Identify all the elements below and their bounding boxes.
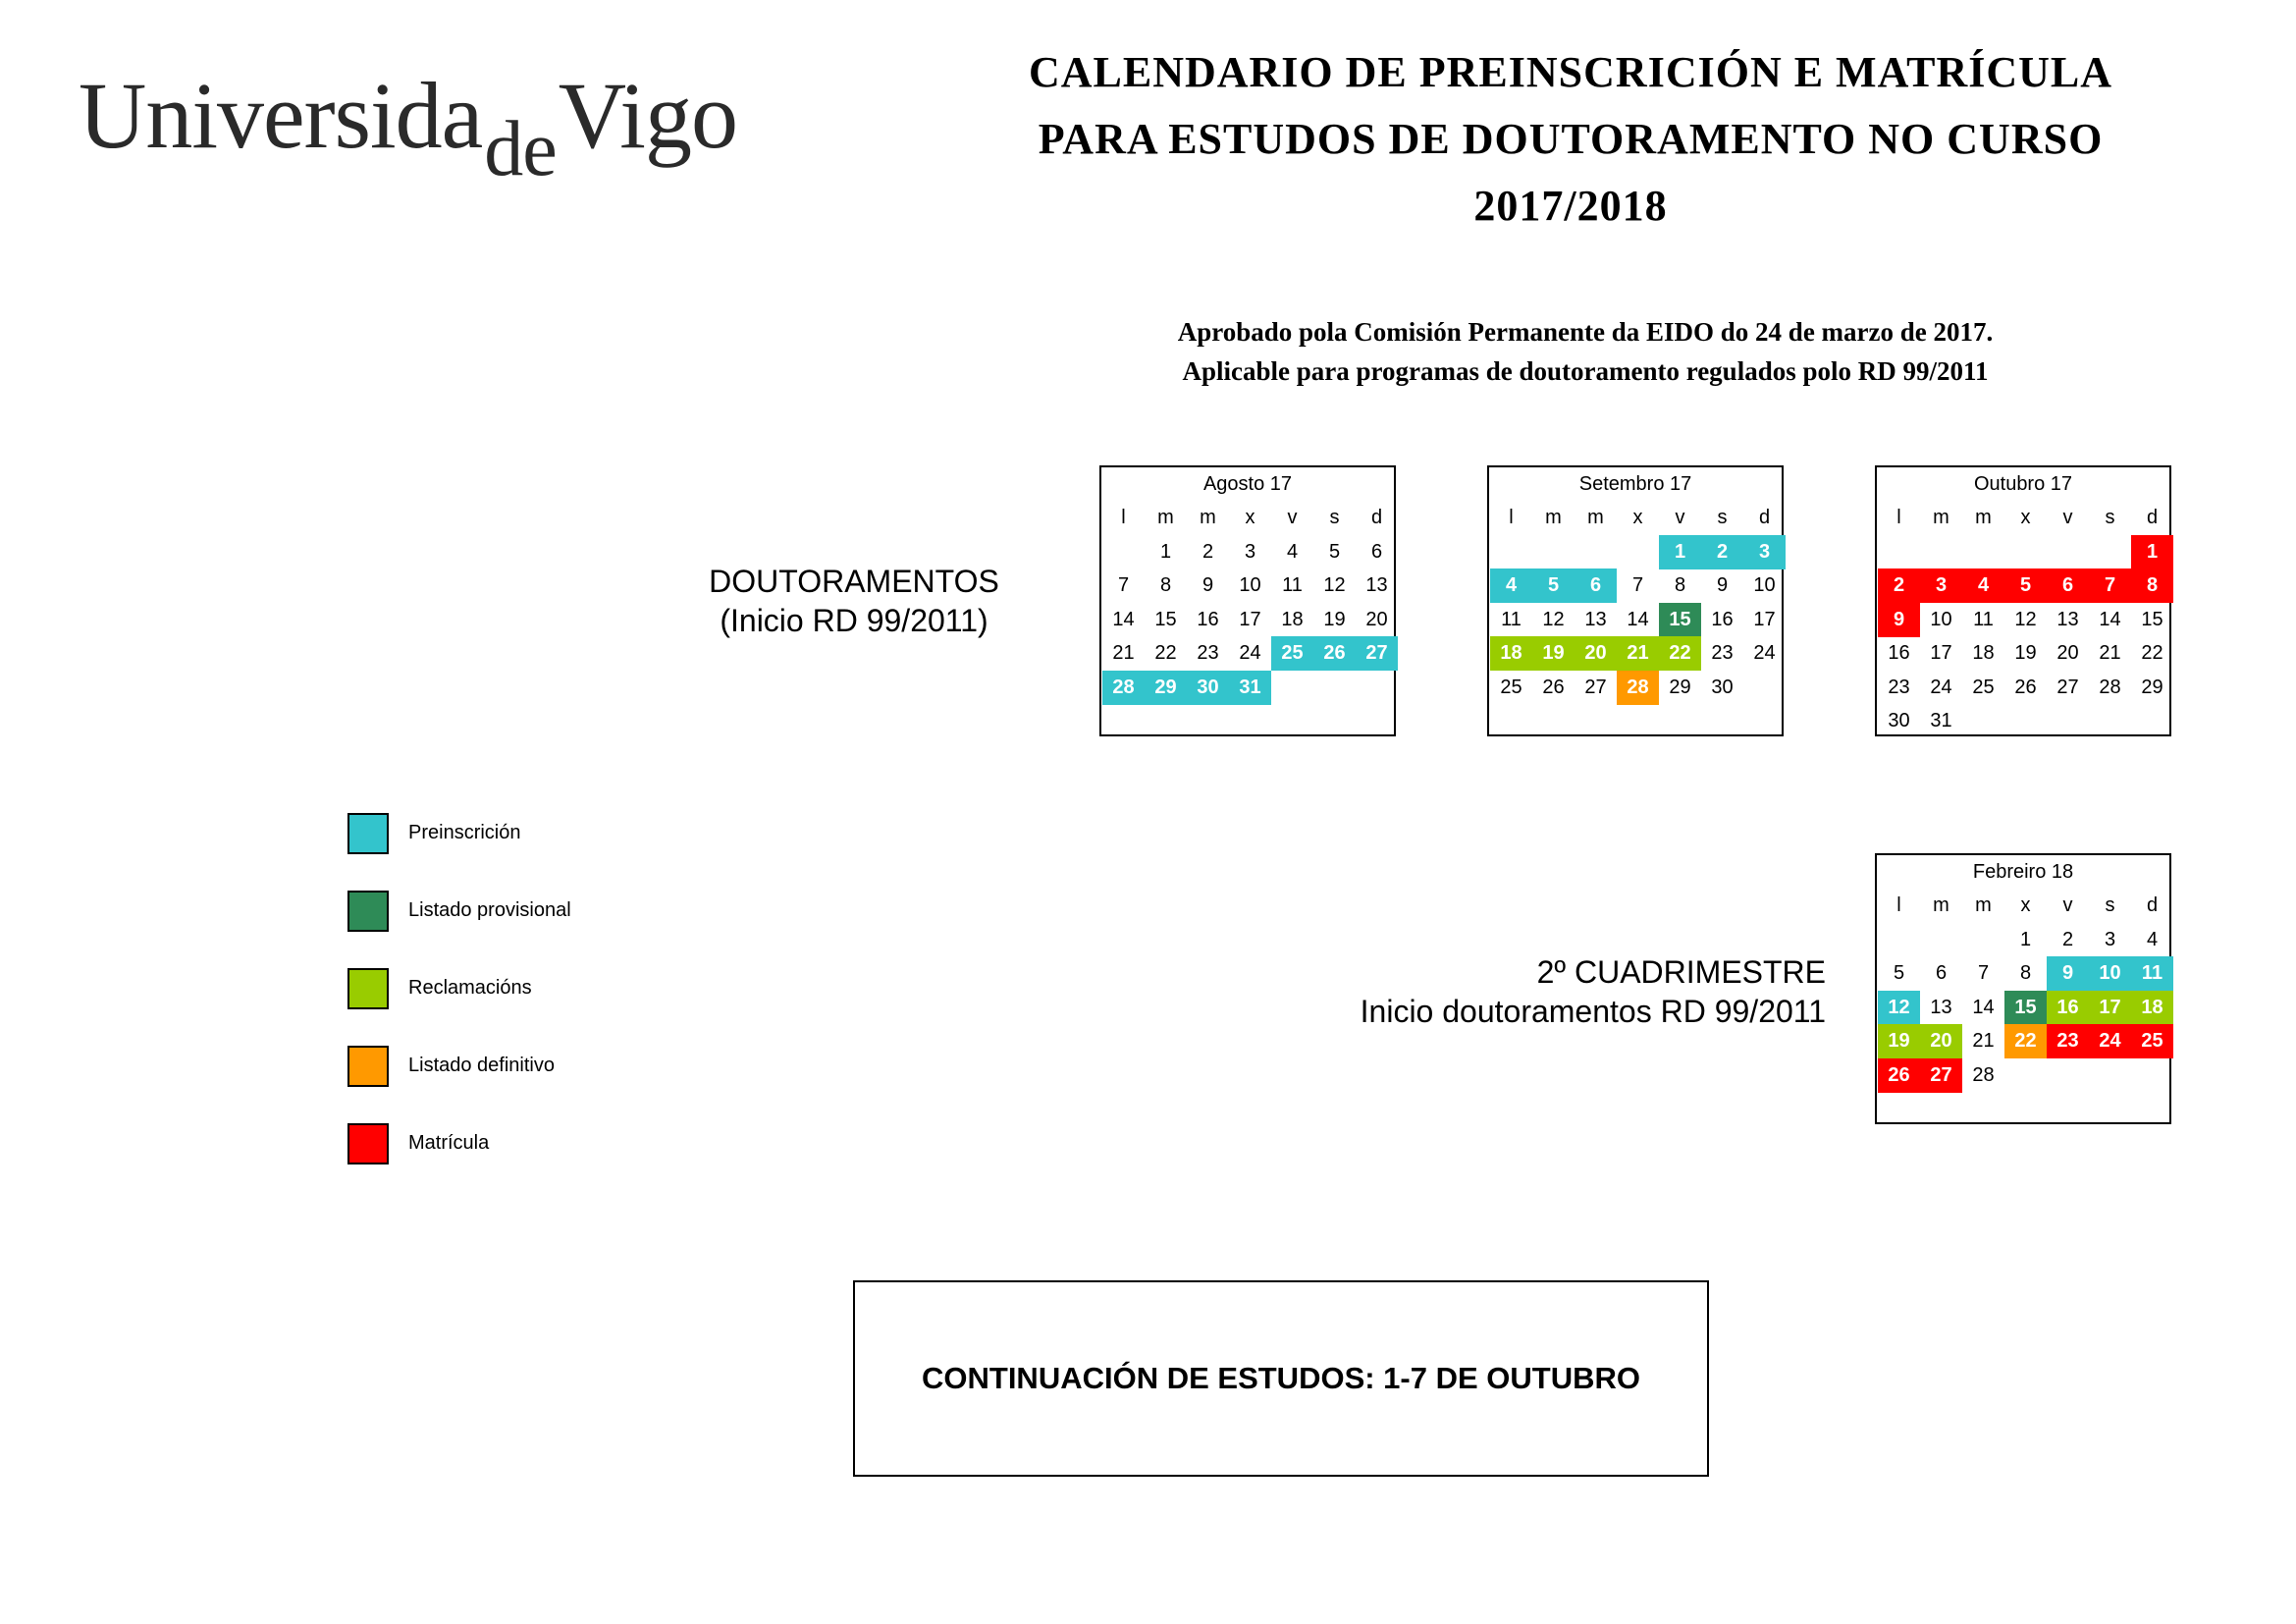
calendar-day-7: 7 — [1977, 962, 1990, 984]
calendar-day-11: 11 — [1973, 608, 1994, 630]
calendar-day-8: 8 — [1674, 574, 1686, 596]
weekday-header: m — [1975, 507, 1992, 528]
calendar-day-23: 23 — [1711, 642, 1734, 664]
calendar-day-1: 1 — [2131, 535, 2173, 569]
calendar-day-19: 19 — [2014, 642, 2037, 664]
weekday-header: x — [1632, 507, 1643, 528]
calendar-day-2: 2 — [2061, 928, 2074, 950]
legend-swatch — [347, 1046, 389, 1087]
legend-label: Matrícula — [408, 1132, 490, 1154]
calendar-day-13: 13 — [1365, 574, 1388, 596]
calendar-day-22: 22 — [2004, 1024, 2047, 1058]
calendar-day-8: 8 — [2019, 962, 2032, 984]
legend-swatch — [347, 813, 389, 854]
calendar-day-15: 15 — [2004, 991, 2047, 1025]
weekday-header: v — [1675, 507, 1685, 528]
calendar-day-6: 6 — [1935, 962, 1948, 984]
weekday-header: d — [2146, 507, 2159, 528]
legend-label: Preinscrición — [408, 822, 521, 843]
approval-note-line-2: Aplicable para programas de doutoramento regulados polo RD 99/2011 — [1182, 356, 1989, 386]
calendar-day-13: 13 — [1930, 996, 1952, 1018]
calendar-agosto — [1099, 465, 1396, 736]
weekday-header: v — [2062, 894, 2073, 916]
calendar-day-28: 28 — [1972, 1063, 1995, 1086]
calendar-day-21: 21 — [1617, 636, 1659, 671]
weekday-header: l — [1896, 507, 1901, 528]
calendar-day-29: 29 — [2141, 676, 2163, 698]
calendar-day-19: 19 — [1532, 636, 1575, 671]
calendar-day-11: 11 — [1501, 608, 1522, 630]
calendar-day-18: 18 — [1490, 636, 1532, 671]
weekday-header: v — [2062, 507, 2073, 528]
legend-swatch — [347, 968, 389, 1009]
calendar-day-19: 19 — [1323, 608, 1346, 630]
page-title-line-2: PARA ESTUDOS DE DOUTORAMENTO NO CURSO — [1038, 115, 2104, 163]
calendar-day-4: 4 — [1286, 540, 1299, 563]
calendar-day-25: 25 — [1271, 636, 1313, 671]
calendar-day-28: 28 — [1617, 671, 1659, 705]
calendar-day-10: 10 — [2089, 956, 2131, 991]
calendar-day-14: 14 — [1627, 608, 1649, 630]
calendar-day-21: 21 — [2099, 642, 2121, 664]
calendar-day-26: 26 — [2014, 676, 2037, 698]
weekday-header: l — [1121, 507, 1126, 528]
weekday-header: m — [1975, 894, 1992, 916]
weekday-header: s — [1717, 507, 1728, 528]
calendar-day-7: 7 — [1117, 574, 1130, 596]
university-logo — [79, 61, 737, 192]
calendar-day-26: 26 — [1542, 676, 1565, 698]
weekday-header: d — [1370, 507, 1383, 528]
calendar-day-15: 15 — [1659, 603, 1701, 637]
calendar-day-27: 27 — [1920, 1058, 1962, 1093]
calendar-day-20: 20 — [1575, 636, 1617, 671]
calendar-title: Agosto 17 — [1202, 473, 1293, 495]
legend-swatch — [347, 891, 389, 932]
section-cuadrimestre — [1217, 952, 1826, 1031]
calendar-day-15: 15 — [1154, 608, 1177, 630]
section-doutoramentos-title: DOUTORAMENTOS — [709, 564, 999, 599]
weekday-header: s — [2105, 507, 2115, 528]
calendar-day-3: 3 — [1920, 568, 1962, 603]
legend-label: Listado definitivo — [408, 1055, 555, 1076]
page-title-line-1: CALENDARIO DE PREINSCRICIÓN E MATRÍCULA — [1028, 48, 2113, 96]
calendar-day-4: 4 — [1490, 568, 1532, 603]
calendar-day-5: 5 — [1893, 962, 1905, 984]
weekday-header: m — [1587, 507, 1604, 528]
calendar-day-1: 1 — [2019, 928, 2032, 950]
calendar-day-4: 4 — [1962, 568, 2004, 603]
calendar-title: Febreiro 18 — [1972, 861, 2074, 883]
calendar-day-12: 12 — [1878, 991, 1920, 1025]
calendar-day-13: 13 — [2056, 608, 2079, 630]
calendar-day-10: 10 — [1239, 574, 1261, 596]
calendar-day-12: 12 — [1323, 574, 1346, 596]
calendar-day-13: 13 — [1584, 608, 1607, 630]
weekday-header: v — [1287, 507, 1298, 528]
calendar-day-31: 31 — [1229, 671, 1271, 705]
weekday-header: m — [1200, 507, 1216, 528]
weekday-header: d — [2146, 894, 2159, 916]
calendar-day-6: 6 — [2047, 568, 2089, 603]
calendar-day-28: 28 — [1102, 671, 1145, 705]
section-cuadrimestre-subtitle: Inicio doutoramentos RD 99/2011 — [1360, 994, 1826, 1029]
calendar-day-2: 2 — [1701, 535, 1743, 569]
calendar-day-24: 24 — [1239, 642, 1261, 664]
calendar-day-9: 9 — [1201, 574, 1214, 596]
logo-text-universida: Universida — [79, 63, 483, 168]
calendar-day-26: 26 — [1313, 636, 1356, 671]
calendar-day-24: 24 — [2089, 1024, 2131, 1058]
calendar-day-21: 21 — [1972, 1030, 1995, 1052]
calendar-title: Setembro 17 — [1578, 473, 1692, 495]
calendar-day-29: 29 — [1145, 671, 1187, 705]
page-title-line-3: 2017/2018 — [1473, 182, 1668, 230]
calendar-day-17: 17 — [2089, 991, 2131, 1025]
calendar-day-1: 1 — [1659, 535, 1701, 569]
calendar-day-7: 7 — [2089, 568, 2131, 603]
calendar-day-27: 27 — [1584, 676, 1607, 698]
calendar-day-24: 24 — [1930, 676, 1952, 698]
calendar-day-17: 17 — [1930, 642, 1952, 664]
calendar-day-23: 23 — [1197, 642, 1219, 664]
section-doutoramentos-subtitle: (Inicio RD 99/2011) — [720, 603, 988, 638]
calendar-day-14: 14 — [1112, 608, 1135, 630]
calendar-day-30: 30 — [1187, 671, 1229, 705]
calendar-day-3: 3 — [1244, 540, 1256, 563]
calendar-outubro — [1875, 465, 2171, 736]
calendar-day-30: 30 — [1888, 710, 1910, 731]
calendar-day-22: 22 — [1659, 636, 1701, 671]
calendar-day-25: 25 — [1972, 676, 1995, 698]
calendar-day-25: 25 — [2131, 1024, 2173, 1058]
calendar-day-10: 10 — [1753, 574, 1776, 596]
approval-note — [1021, 312, 2150, 391]
calendar-day-17: 17 — [1239, 608, 1261, 630]
weekday-header: d — [1758, 507, 1771, 528]
calendar-day-27: 27 — [1356, 636, 1398, 671]
calendar-day-17: 17 — [1753, 608, 1776, 630]
calendar-day-29: 29 — [1669, 676, 1691, 698]
calendar-day-25: 25 — [1500, 676, 1522, 698]
weekday-header: l — [1509, 507, 1514, 528]
calendar-day-4: 4 — [2146, 928, 2159, 950]
calendar-day-21: 21 — [1112, 642, 1135, 664]
weekday-header: s — [2105, 894, 2115, 916]
logo-text-de: de — [484, 106, 557, 192]
calendar-day-15: 15 — [2141, 608, 2163, 630]
calendar-day-2: 2 — [1878, 568, 1920, 603]
calendar-day-12: 12 — [2014, 608, 2037, 630]
calendar-day-12: 12 — [1542, 608, 1565, 630]
continuation-note: CONTINUACIÓN DE ESTUDOS: 1-7 DE OUTUBRO — [922, 1361, 1640, 1395]
legend-swatch — [347, 1123, 389, 1164]
calendar-day-9: 9 — [1878, 603, 1920, 637]
logo-text-vigo: Vigo — [558, 63, 737, 168]
approval-note-line-1: Aprobado pola Comisión Permanente da EIDO do 24 de marzo de 2017. — [1177, 317, 1994, 347]
calendar-day-18: 18 — [1281, 608, 1304, 630]
calendar-day-3: 3 — [2104, 928, 2116, 950]
calendar-day-3: 3 — [1743, 535, 1786, 569]
section-cuadrimestre-title: 2º CUADRIMESTRE — [1536, 954, 1826, 990]
calendar-day-5: 5 — [2004, 568, 2047, 603]
calendar-day-27: 27 — [2056, 676, 2079, 698]
calendar-day-20: 20 — [1365, 608, 1388, 630]
calendar-day-30: 30 — [1711, 676, 1734, 698]
weekday-header: l — [1896, 894, 1901, 916]
calendar-day-9: 9 — [1716, 574, 1729, 596]
calendar-day-6: 6 — [1575, 568, 1617, 603]
calendar-day-16: 16 — [1197, 608, 1219, 630]
calendar-day-24: 24 — [1753, 642, 1776, 664]
calendar-day-14: 14 — [2099, 608, 2121, 630]
calendar-day-2: 2 — [1201, 540, 1214, 563]
weekday-header: x — [2020, 507, 2031, 528]
calendar-day-11: 11 — [1282, 574, 1303, 596]
calendar-day-22: 22 — [1154, 642, 1177, 664]
calendar-day-16: 16 — [1711, 608, 1734, 630]
calendar-day-5: 5 — [1328, 540, 1341, 563]
weekday-header: x — [1245, 507, 1255, 528]
weekday-header: m — [1157, 507, 1174, 528]
calendar-day-8: 8 — [2131, 568, 2173, 603]
calendar-day-1: 1 — [1159, 540, 1172, 563]
page-title — [903, 39, 2238, 240]
continuation-note-box — [853, 1280, 1709, 1477]
calendar-day-11: 11 — [2131, 956, 2173, 991]
calendar-day-22: 22 — [2141, 642, 2163, 664]
calendar-day-19: 19 — [1878, 1024, 1920, 1058]
calendar-day-26: 26 — [1878, 1058, 1920, 1093]
calendar-day-16: 16 — [2047, 991, 2089, 1025]
calendar-day-16: 16 — [1888, 642, 1910, 664]
calendar-day-10: 10 — [1930, 608, 1952, 630]
legend-label: Listado provisional — [408, 899, 571, 921]
weekday-header: m — [1933, 507, 1949, 528]
section-doutoramentos — [648, 562, 1060, 640]
calendar-day-31: 31 — [1930, 710, 1952, 731]
calendar-febreiro — [1875, 853, 2171, 1124]
calendar-day-23: 23 — [2047, 1024, 2089, 1058]
calendar-day-20: 20 — [2056, 642, 2079, 664]
calendar-day-8: 8 — [1159, 574, 1172, 596]
weekday-header: m — [1545, 507, 1562, 528]
weekday-header: x — [2020, 894, 2031, 916]
calendar-day-18: 18 — [2131, 991, 2173, 1025]
calendar-day-20: 20 — [1920, 1024, 1962, 1058]
calendar-day-7: 7 — [1631, 574, 1644, 596]
weekday-header: s — [1329, 507, 1340, 528]
calendar-day-5: 5 — [1532, 568, 1575, 603]
calendar-day-28: 28 — [2099, 676, 2121, 698]
calendar-setembro — [1487, 465, 1784, 736]
calendar-day-14: 14 — [1972, 996, 1995, 1018]
calendar-day-9: 9 — [2047, 956, 2089, 991]
legend-label: Reclamacións — [408, 977, 532, 999]
calendar-day-18: 18 — [1972, 642, 1995, 664]
calendar-title: Outubro 17 — [1973, 473, 2073, 495]
calendar-day-23: 23 — [1888, 676, 1910, 698]
calendar-day-6: 6 — [1370, 540, 1383, 563]
weekday-header: m — [1933, 894, 1949, 916]
